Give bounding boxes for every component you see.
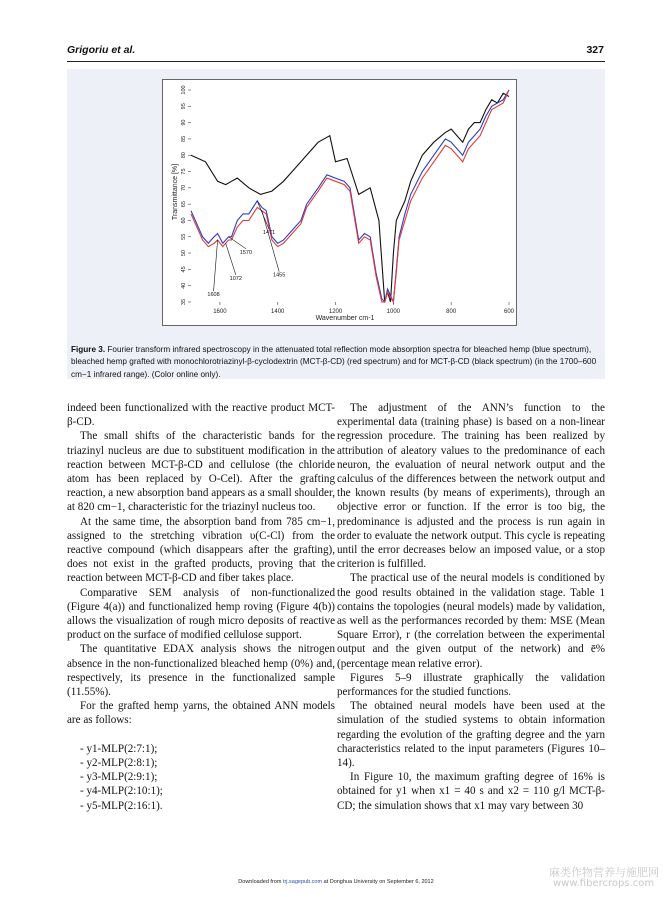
ann-model-list [67,742,335,813]
y-tick-label: 85 [181,135,187,142]
x-tick-label: 1000 [386,309,401,315]
paragraph: The practical use of the neural models is conditioned by the good results obtained in the validation stage. Table 1 contains the topologies (neural models) made by validation, as well as the performances recorded by them: MSE (Mean Square Error), r (the correlation between the experimental output and the given output of the network) and ē% (percentage mean relative error). [337,572,605,670]
series-blue-line [191,90,509,302]
left-column [67,401,335,813]
paragraph: Comparative SEM analysis of non-functionalized (Figure 4(a)) and functionalized hemp roving (Figure 4(b)) allows the visualization of rough micro deposits of reactive product on the surface of modified cellulose support. [67,586,335,642]
right-column [337,401,605,813]
x-tick-label: 1200 [328,309,343,315]
y-tick-label: 70 [181,184,187,191]
x-tick-label: 1600 [213,309,227,315]
y-tick-label: 40 [181,282,187,289]
list-item: - y1-MLP(2:7:1); [80,742,158,755]
y-tick-label: 90 [181,119,187,126]
annotation-arrow [262,211,279,272]
y-tick-label: 95 [181,103,187,110]
y-tick-label: 100 [181,85,187,95]
paragraph: The obtained neural models have been used at the simulation of the studied systems to obtain information regarding the evolution of the grafting degree and the yarn characteristics related to the input parameters (Figures 10–14). [337,700,605,770]
x-tick-label: 1400 [271,309,285,315]
x-tick-label: 800 [446,309,457,315]
y-tick-label: 75 [181,168,187,175]
ftir-chart-frame [162,79,517,326]
figure-label: Figure 3. [71,345,106,354]
peak-annotation: 1072 [229,275,242,282]
series-red-line [191,90,509,302]
list-item: - y5-MLP(2:16:1). [80,799,163,812]
watermark-cn: 麻类作物营养与施肥网 [549,866,659,879]
annotation-arrow [229,237,246,249]
y-tick-label: 55 [181,233,187,240]
paragraph: In Figure 10, the maximum grafting degree of 16% is obtained for y1 when x1 = 40 s and x2 = 110 g/l MCT-β-CD; the simulation shows that x1 may vary between 30 [337,771,605,812]
y-tick-label: 65 [181,201,187,208]
y-tick-label: 80 [181,152,187,159]
page-number: 327 [586,44,604,56]
y-tick-label: 35 [181,298,187,306]
figure-caption-text: Fourier transform infrared spectroscopy in the attenuated total reflection mode absorption spectra for bleached hemp (blue spectrum), bleached hemp grafted with monochlorotriazinyl-β-cyclodextrin (MCT-β-CD) (red spectrum) and for MCT-β-CD (black spectrum) (in the 1700–600 cm−1 infrared range). (Color online only). [71,345,597,379]
running-head-authors: Grigoriu et al. [67,44,136,56]
paragraph: The quantitative EDAX analysis shows the nitrogen absence in the non-functionalized bleached hemp (0%) and, respectively, its presence in the functionalized sample (11.55%). [67,643,335,699]
list-item: - y3-MLP(2:9:1); [80,771,158,784]
figure-caption [71,344,603,381]
y-tick-label: 45 [181,266,187,273]
figure-3-panel [67,69,605,379]
series-black-line [191,93,509,302]
paragraph: Figures 5–9 illustrate graphically the validation performances for the studied functions. [337,671,605,699]
paragraph: For the grafted hemp yarns, the obtained ANN models are as follows: [67,700,335,727]
y-tick-label: 50 [181,250,187,257]
paragraph: The small shifts of the characteristic bands for the triazinyl nucleus are due to substituent modification in the reaction between MCT-β-CD and cellulose (the chloride atom has been replaced by O-Cel). After the grafting reaction, a new absorption band appears as a small shoulder, at 820 cm−1, characteristic for the triazinyl nucleus too. [67,430,335,514]
x-tick-label: 600 [503,309,515,315]
spacer [67,728,335,742]
paragraph: At the same time, the absorption band from 785 cm−1, assigned to the stretching vibration υ(C-Cl) from the reactive compound (which disappears after the grafting), does not exist in the grafted products, proving that the reaction between MCT-β-CD and fiber takes place. [67,515,335,585]
y-tick-label: 60 [181,217,187,224]
footer-post: at Donghua University on September 6, 2012 [322,879,434,885]
x-axis-label: Wavenumber cm-1 [315,315,375,322]
peak-annotation: 1608 [207,292,220,299]
list-item: - y2-MLP(2:8:1); [80,757,158,770]
journal-link[interactable]: trj.sagepub.com [282,879,323,885]
header-rule [67,61,605,62]
peak-annotation: 1570 [239,249,253,256]
peak-annotation: 1455 [273,272,286,279]
list-item: - y4-MLP(2:10:1); [80,785,163,798]
paragraph: The adjustment of the ANN’s function to the experimental data (training phase) is based on a non-linear regression procedure. The training has been realized by attribution of aleatory values to the predominance of each neuron, the evaluation of neural network output and the calculus of the differences between the network output and the known results (by means of experiments), through an objective error or function. If the error is too big, the predominance is adjusted and the process is run again in order to evaluate the network output. This cycle is repeating until the error decreases below an imposed value, or a stop criterion is fulfilled. [337,402,605,571]
annotation-arrow [214,240,218,291]
y-axis-label: Transmittance [%] [172,163,179,221]
peak-annotation: 1471 [262,230,276,237]
footer-pre: Downloaded from [238,879,283,885]
ftir-chart [163,80,516,325]
paragraph: indeed been functionalized with the reactive product MCT-β-CD. [67,402,335,429]
watermark-url: www.fibercrops.com [553,878,655,889]
annotation-arrow [226,243,236,275]
